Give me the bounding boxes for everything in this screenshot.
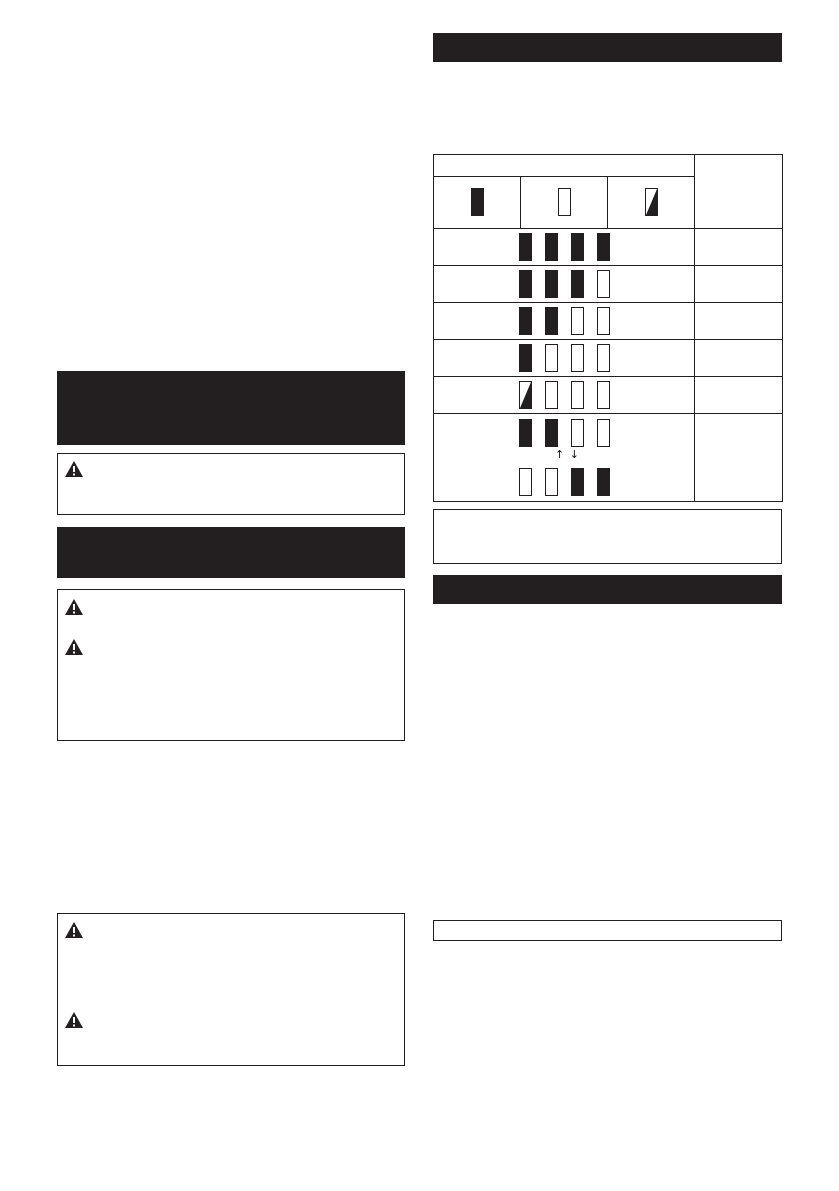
warning-triangle-icon — [64, 598, 84, 616]
warning-triangle-icon — [64, 921, 84, 939]
section-heading-bar — [433, 575, 782, 604]
lamp-off-icon — [558, 188, 571, 216]
lamp-on-icon — [597, 233, 610, 261]
toggle-arrows-icon: ↑ ↓ — [555, 448, 580, 461]
capacity-cell — [695, 377, 783, 414]
lamp-on-icon — [519, 344, 532, 372]
lamp-on-icon — [519, 419, 532, 447]
warning-triangle-icon — [64, 638, 84, 656]
indicator-row — [434, 377, 695, 414]
capacity-header — [695, 155, 783, 229]
warning-box — [57, 913, 405, 1066]
battery-indicator-table — [433, 154, 783, 502]
lamp-half-icon — [519, 381, 532, 409]
lamp-off-icon — [597, 344, 610, 372]
lamp-off-icon — [597, 270, 610, 298]
warning-box — [57, 589, 405, 741]
lamp-on-icon — [545, 270, 558, 298]
note-box — [433, 920, 782, 941]
section-heading-bar — [57, 527, 405, 578]
lamp-off-icon — [545, 468, 558, 496]
lamp-on-icon — [545, 233, 558, 261]
capacity-cell — [695, 266, 783, 303]
lamp-on-icon — [571, 270, 584, 298]
legend-on — [434, 177, 521, 229]
indicator-row — [434, 303, 695, 340]
lamp-off-icon — [571, 419, 584, 447]
section-heading-bar — [57, 371, 405, 445]
lamp-off-icon — [571, 307, 584, 335]
indicator-row-alternating — [434, 414, 695, 502]
lamp-off-icon — [597, 381, 610, 409]
lamp-on-icon — [545, 419, 558, 447]
lamp-on-icon — [571, 233, 584, 261]
lamp-off-icon — [545, 381, 558, 409]
lamp-on-icon — [519, 307, 532, 335]
lamp-off-icon — [545, 344, 558, 372]
capacity-cell — [695, 340, 783, 377]
section-heading-bar — [433, 33, 782, 62]
lamp-off-icon — [571, 381, 584, 409]
warning-box — [57, 453, 405, 515]
lamp-blinking-icon — [645, 188, 658, 216]
lamp-on-icon — [545, 307, 558, 335]
capacity-cell — [695, 303, 783, 340]
capacity-cell — [695, 414, 783, 502]
lamp-off-icon — [571, 344, 584, 372]
legend-off — [521, 177, 608, 229]
lamp-on-icon — [597, 468, 610, 496]
capacity-cell — [695, 229, 783, 266]
lamp-on-icon — [519, 270, 532, 298]
lamp-off-icon — [597, 307, 610, 335]
indicator-row — [434, 266, 695, 303]
indicator-row — [434, 229, 695, 266]
warning-triangle-icon — [64, 460, 84, 478]
lamp-on-icon — [519, 233, 532, 261]
lamp-status-header — [434, 155, 695, 177]
legend-blinking — [608, 177, 695, 229]
warning-triangle-icon — [64, 1011, 84, 1029]
lamp-on-icon — [471, 188, 484, 216]
lamp-off-icon — [519, 468, 532, 496]
note-box — [433, 509, 782, 564]
lamp-on-icon — [571, 468, 584, 496]
lamp-off-icon — [597, 419, 610, 447]
indicator-row — [434, 340, 695, 377]
